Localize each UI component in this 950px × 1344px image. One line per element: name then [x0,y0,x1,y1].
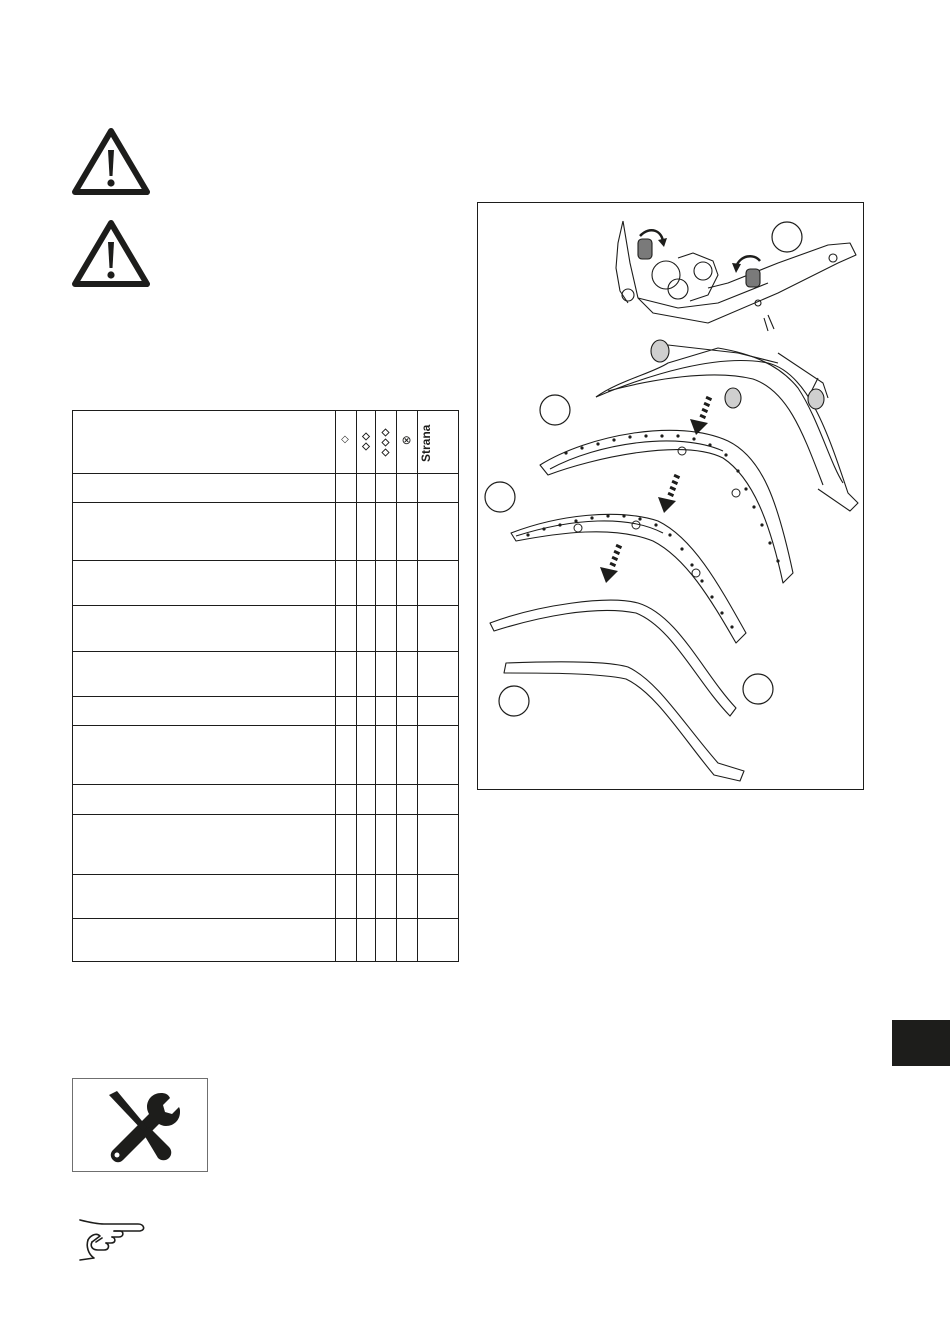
column-divider [396,411,397,961]
warning-triangle-icon [72,220,150,288]
row-divider [73,725,458,726]
pointing-hand-icon [74,1214,150,1264]
assembly-figure [477,202,864,790]
fender-assembly-illustration [478,203,864,790]
row-divider [73,473,458,474]
interval-symbol-2 [356,431,376,456]
row-divider [73,502,458,503]
row-divider [73,814,458,815]
interval-symbol-4: ⊗ [401,433,412,447]
row-divider [73,918,458,919]
callout-circle [485,482,515,512]
callout-circle [743,674,773,704]
callout-circle [540,395,570,425]
row-divider [73,560,458,561]
maintenance-table [72,410,459,962]
tools-box [72,1078,208,1172]
interval-symbol-3 [375,427,396,462]
interval-symbol-1: ◇ [341,434,349,445]
row-divider [73,784,458,785]
column-divider [417,411,418,961]
row-divider [73,874,458,875]
section-tab [892,1020,950,1066]
column-divider [356,411,357,961]
row-divider [73,605,458,606]
column-divider [375,411,376,961]
page-column-header: Strana [419,424,433,462]
column-divider [335,411,336,961]
callout-circle [772,222,802,252]
wrench-screwdriver-icon [73,1079,207,1171]
row-divider [73,696,458,697]
callout-circle [499,686,529,716]
row-divider [73,651,458,652]
warning-triangle-icon [72,128,150,196]
